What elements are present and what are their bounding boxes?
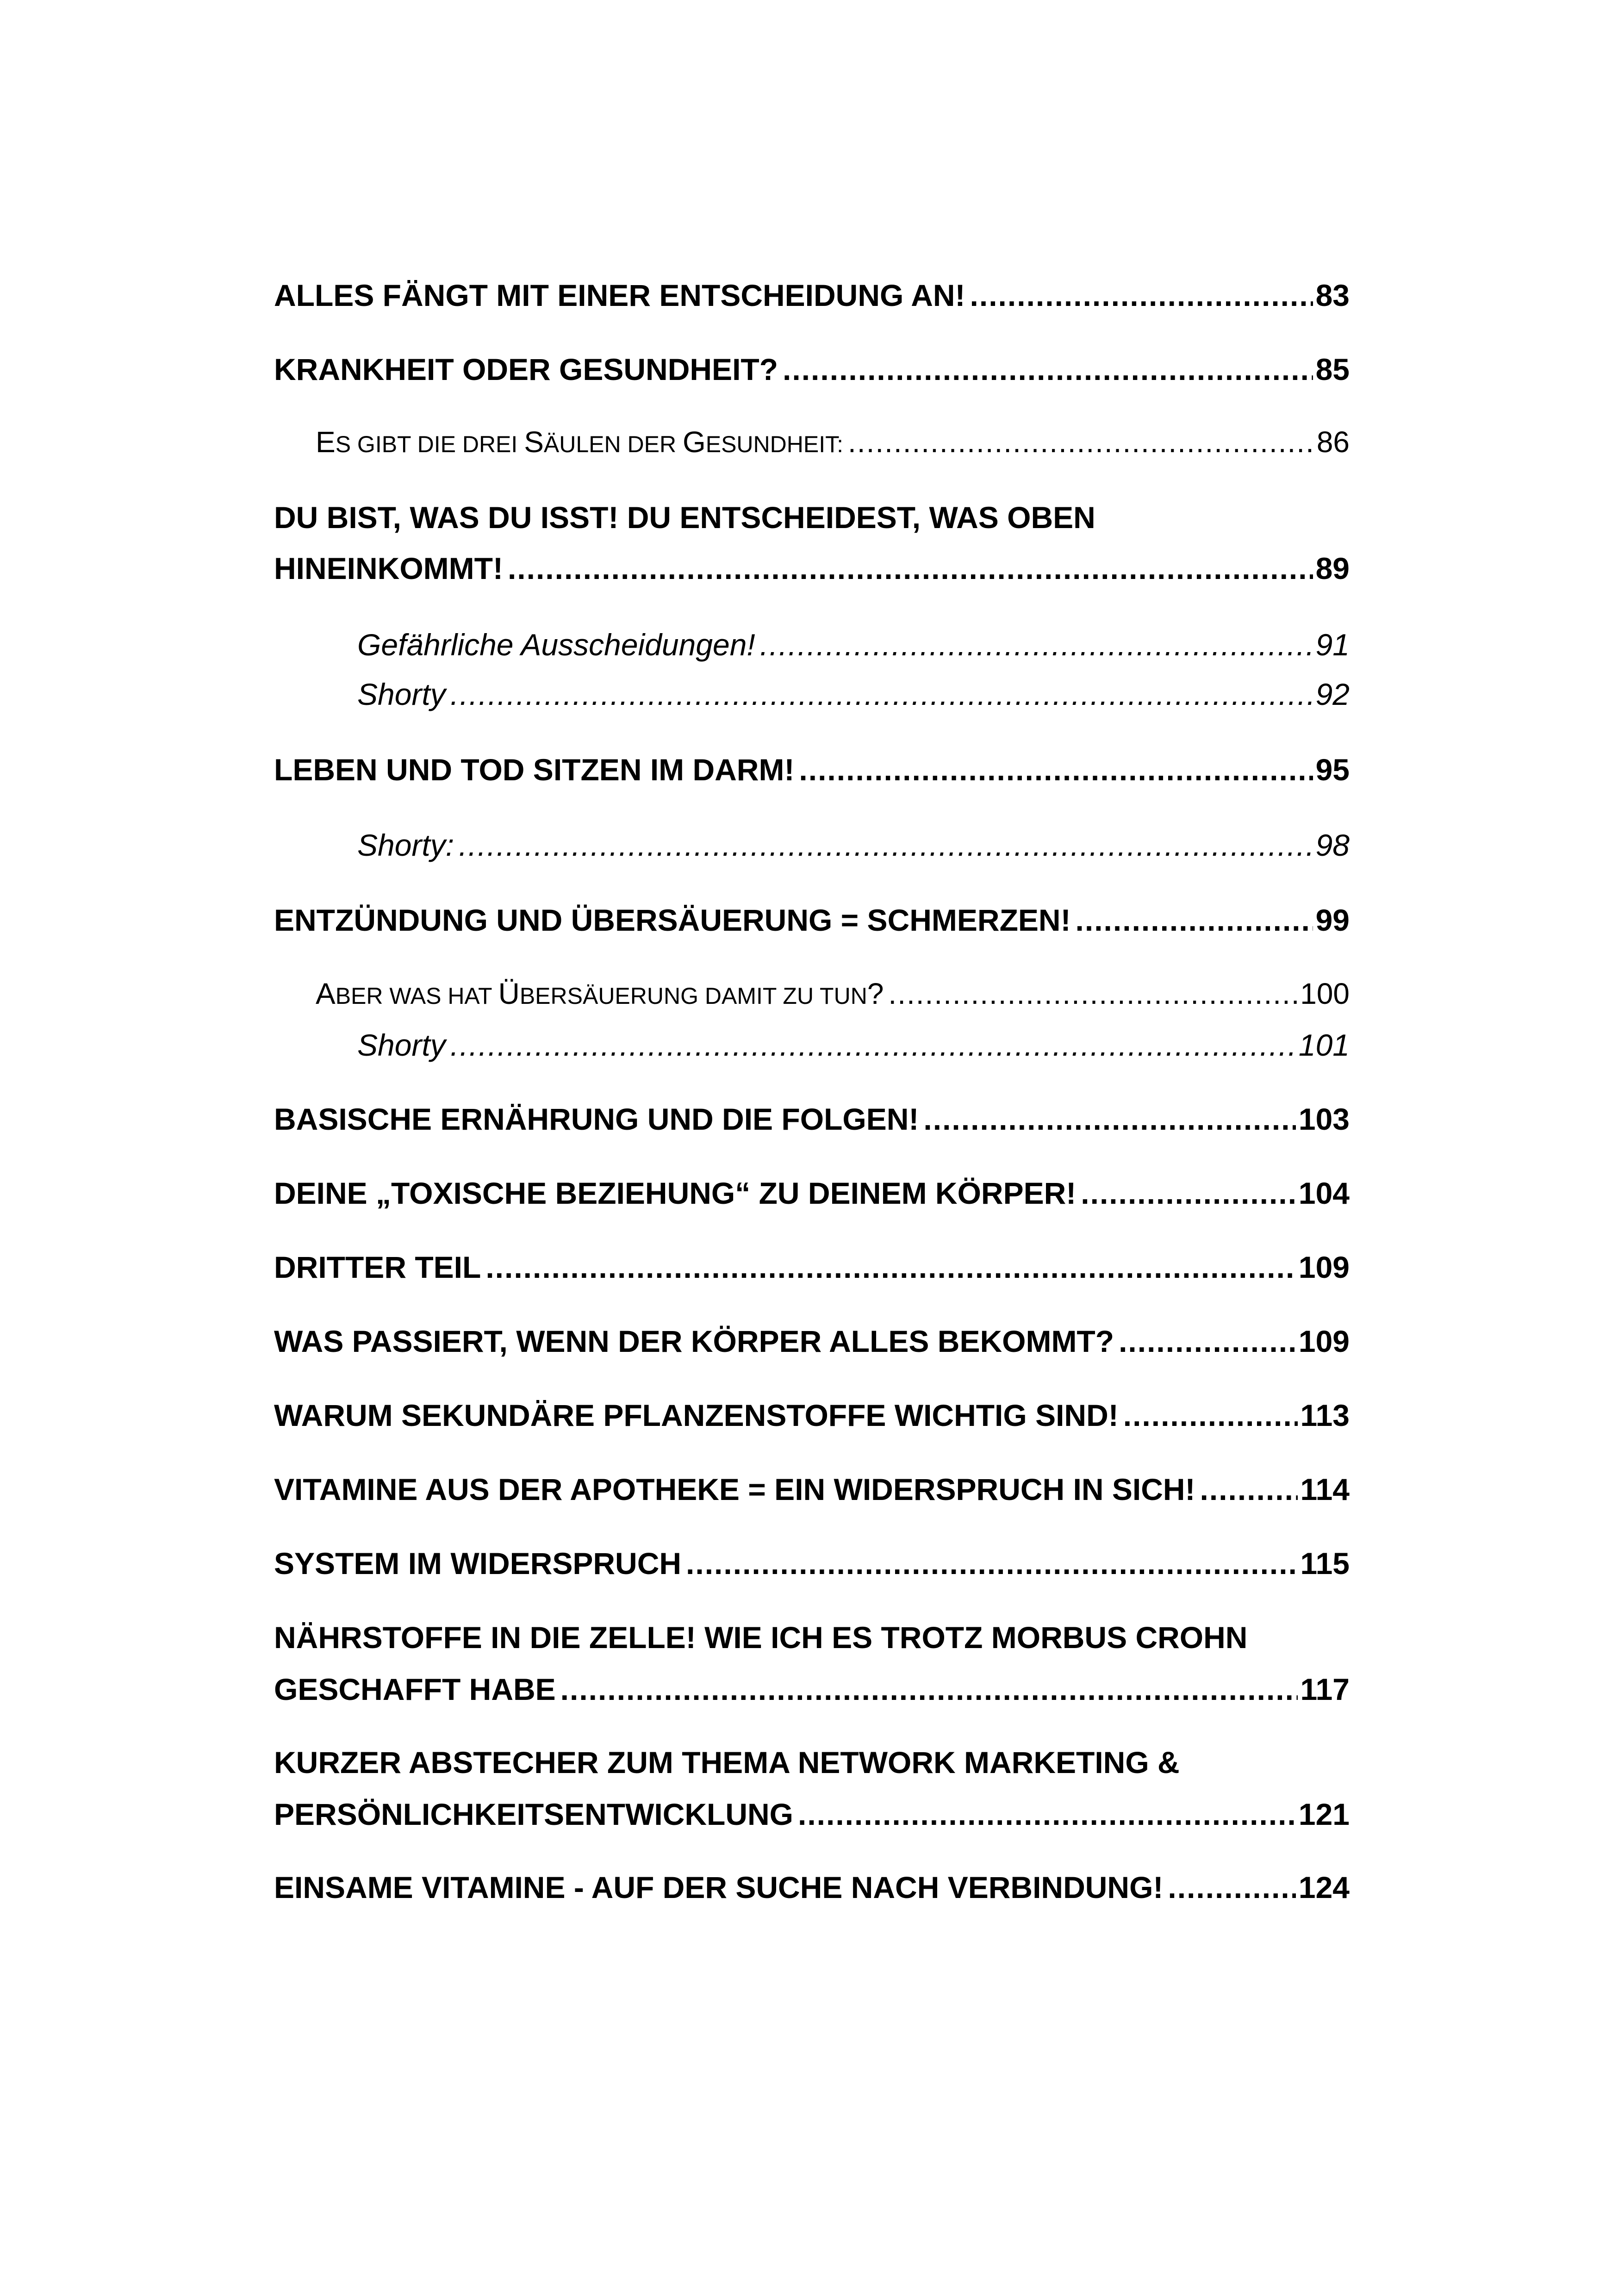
toc-entry-page: 103 (1298, 1102, 1350, 1136)
toc-entry[interactable] (274, 1250, 1350, 1285)
toc-subentry[interactable] (357, 677, 1350, 712)
toc-entry-title: ES GIBT DIE DREI SÄULEN DER GESUNDHEIT: (316, 425, 843, 459)
toc-entry-title: SYSTEM IM WIDERSPRUCH (274, 1546, 682, 1580)
toc-subentry[interactable] (316, 425, 1350, 459)
toc-entry-page: 92 (1315, 677, 1350, 711)
toc-entry-title: ABER WAS HAT ÜBERSÄUERUNG DAMIT ZU TUN? (316, 977, 884, 1010)
toc-leader-dots (888, 977, 1297, 1011)
toc-entry-page: 100 (1300, 977, 1350, 1010)
toc-entry-title: KRANKHEIT ODER GESUNDHEIT? (274, 352, 778, 386)
toc-entry-page: 98 (1315, 828, 1350, 862)
toc-subentry[interactable] (357, 1027, 1350, 1063)
toc-leader-dots (1076, 902, 1313, 938)
toc-leader-dots (459, 828, 1313, 863)
toc-entry[interactable] (274, 551, 1350, 586)
toc-entry-title-line1: KURZER ABSTECHER ZUM THEMA NETWORK MARKETING & (274, 1745, 1180, 1780)
toc-entry-title-line2: GESCHAFFT HABE (274, 1672, 556, 1706)
toc-entry-title: LEBEN UND TOD SITZEN IM DARM! (274, 753, 795, 787)
toc-entry[interactable] (274, 902, 1350, 938)
toc-entry[interactable] (274, 1870, 1350, 1905)
toc-entry[interactable] (274, 1472, 1350, 1507)
toc-entry-page: 109 (1298, 1250, 1350, 1284)
toc-entry[interactable] (274, 752, 1350, 787)
toc-entry-title: ALLES FÄNGT MIT EINER ENTSCHEIDUNG AN! (274, 278, 965, 312)
toc-entry-page: 114 (1300, 1472, 1350, 1506)
toc-entry-page: 117 (1300, 1672, 1350, 1706)
toc-leader-dots (848, 425, 1314, 459)
toc-entry-page: 109 (1298, 1324, 1350, 1358)
toc-entry-page: 113 (1300, 1398, 1350, 1432)
toc-entry[interactable] (274, 1546, 1350, 1581)
toc-entry-page: 95 (1315, 753, 1350, 787)
toc-entry-title: Shorty (357, 677, 446, 711)
toc-leader-dots (1081, 1176, 1296, 1211)
toc-entry[interactable] (274, 1324, 1350, 1359)
toc-leader-dots (686, 1546, 1297, 1581)
toc-subentry[interactable] (316, 977, 1350, 1011)
toc-entry-title-line1: DU BIST, WAS DU ISST! DU ENTSCHEIDEST, WAS OBEN (274, 500, 1095, 535)
toc-entry-title: DRITTER TEIL (274, 1250, 481, 1284)
toc-leader-dots (485, 1250, 1296, 1285)
toc-leader-dots (450, 1027, 1296, 1063)
toc-entry[interactable] (274, 278, 1350, 313)
toc-entry-page: 91 (1315, 628, 1350, 662)
toc-leader-dots (923, 1101, 1295, 1137)
toc-entry-page: 99 (1315, 903, 1350, 937)
toc-entry-page: 101 (1298, 1028, 1350, 1062)
toc-entry-page: 86 (1316, 425, 1350, 459)
toc-leader-dots (1168, 1870, 1295, 1905)
toc-entry-page: 115 (1300, 1546, 1350, 1580)
toc-leader-dots (970, 278, 1313, 313)
toc-entry-page: 124 (1298, 1870, 1350, 1904)
toc-leader-dots (1200, 1472, 1298, 1507)
toc-leader-dots (508, 551, 1313, 586)
toc-leader-dots (1119, 1324, 1296, 1359)
toc-entry-title-line2: HINEINKOMMT! (274, 551, 503, 585)
toc-leader-dots (1123, 1398, 1298, 1433)
toc-entry-title-line1: NÄHRSTOFFE IN DIE ZELLE! WIE ICH ES TROTZ MORBUS CROHN (274, 1620, 1248, 1655)
toc-entry[interactable] (274, 1176, 1350, 1211)
toc-entry-title: ENTZÜNDUNG UND ÜBERSÄUERUNG = SCHMERZEN! (274, 903, 1071, 937)
toc-entry-title: Shorty (357, 1028, 446, 1062)
toc-entry[interactable] (274, 1797, 1350, 1832)
toc-entry-title: DEINE „TOXISCHE BEZIEHUNG“ ZU DEINEM KÖRPER! (274, 1176, 1077, 1210)
toc-leader-dots (560, 1672, 1298, 1707)
toc-entry[interactable] (274, 352, 1350, 387)
toc-leader-dots (450, 677, 1313, 712)
toc-leader-dots (760, 627, 1313, 662)
toc-entry-page: 89 (1315, 551, 1350, 585)
toc-leader-dots (798, 1797, 1296, 1832)
toc-entry[interactable] (274, 1101, 1350, 1137)
toc-entry-page: 85 (1315, 352, 1350, 386)
toc-entry-title: Shorty: (357, 828, 454, 862)
toc-entry-page: 121 (1298, 1797, 1350, 1831)
toc-entry-title: Gefährliche Ausscheidungen! (357, 628, 755, 662)
toc-entry-title: EINSAME VITAMINE - AUF DER SUCHE NACH VERBINDUNG! (274, 1870, 1164, 1904)
toc-entry-title: BASISCHE ERNÄHRUNG UND DIE FOLGEN! (274, 1102, 919, 1136)
toc-leader-dots (799, 752, 1313, 787)
toc-entry-page: 83 (1315, 278, 1350, 312)
toc-entry-title: WARUM SEKUNDÄRE PFLANZENSTOFFE WICHTIG SIND! (274, 1398, 1119, 1432)
toc-entry[interactable] (274, 1398, 1350, 1433)
toc-entry[interactable] (274, 1672, 1350, 1707)
toc-entry-title: WAS PASSIERT, WENN DER KÖRPER ALLES BEKOMMT? (274, 1324, 1114, 1358)
toc-entry-title: VITAMINE AUS DER APOTHEKE = EIN WIDERSPRUCH IN SICH! (274, 1472, 1195, 1506)
toc-subentry[interactable] (357, 627, 1350, 662)
toc-entry-page: 104 (1298, 1176, 1350, 1210)
toc-subentry[interactable] (357, 828, 1350, 863)
toc-leader-dots (783, 352, 1313, 387)
toc-entry-title-line2: PERSÖNLICHKEITSENTWICKLUNG (274, 1797, 793, 1831)
